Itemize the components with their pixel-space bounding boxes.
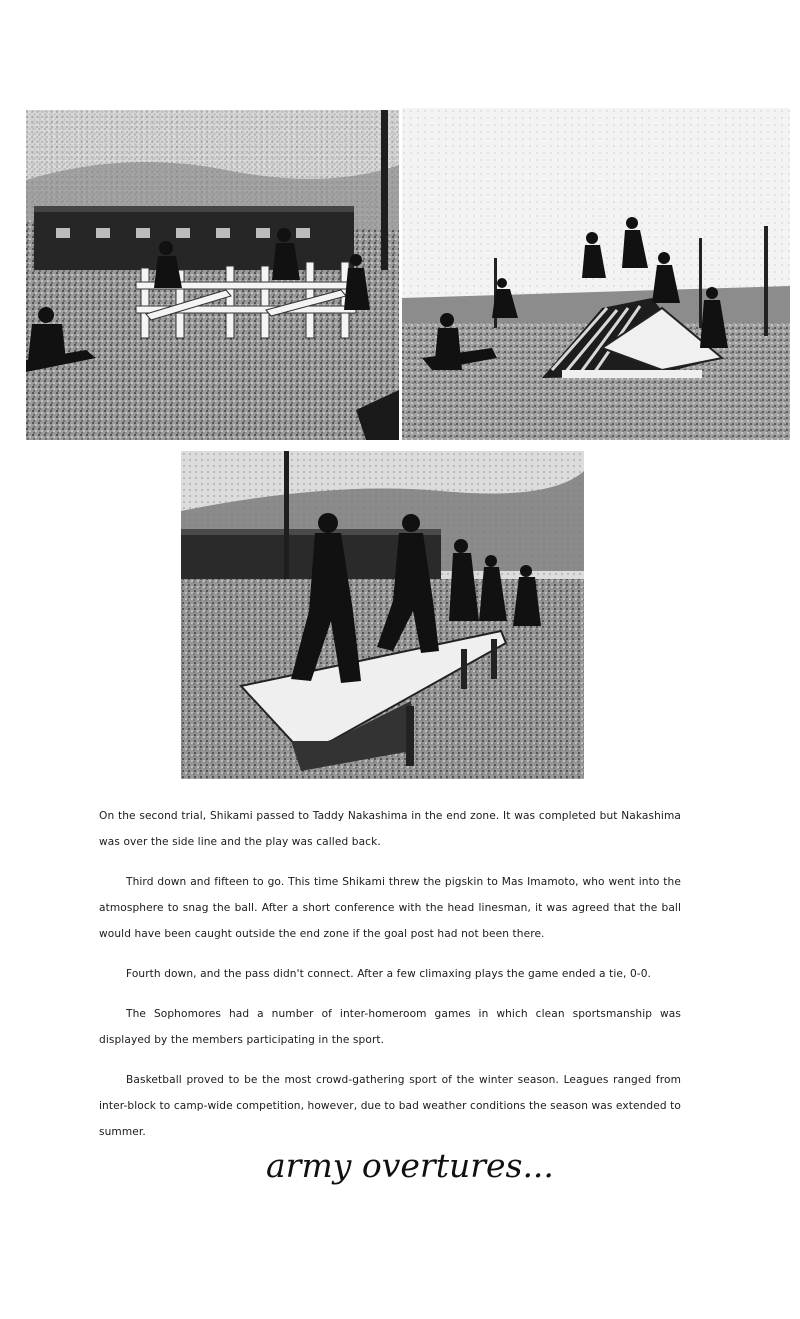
paragraph-second-trial: On the second trial, Shikami passed to Taddy Nakashima in the end zone. It was completed but Nakashima was over the side line and the play was called back. xyxy=(99,810,681,848)
photo-hurdle-race xyxy=(26,110,399,440)
photo-balance-beam xyxy=(181,451,584,779)
paragraph-fourth-down: Fourth down, and the pass didn't connect. After a few climaxing plays the game ended a tie, 0-0. xyxy=(126,968,652,980)
section-heading: army overtures... xyxy=(266,1146,554,1185)
paragraph-sophomores: The Sophomores had a number of inter-homeroom games in which clean sportsmanship was displayed by the members participating in the sport. xyxy=(99,1008,681,1046)
article-body xyxy=(99,803,681,1159)
paragraph-basketball: Basketball proved to be the most crowd-gathering sport of the winter season. Leagues ranged from inter-block to camp-wide competition, however, due to bad weather conditions the season was extended to summer. xyxy=(99,1074,681,1138)
photo-obstacle-climb xyxy=(402,108,790,440)
paragraph-third-down: Third down and fifteen to go. This time Shikami threw the pigskin to Mas Imamoto, who went into the atmosphere to snag the ball. After a short conference with the head linesman, it was agreed that the ball would have been caught outside the end zone if the goal post had not been there. xyxy=(99,876,681,940)
